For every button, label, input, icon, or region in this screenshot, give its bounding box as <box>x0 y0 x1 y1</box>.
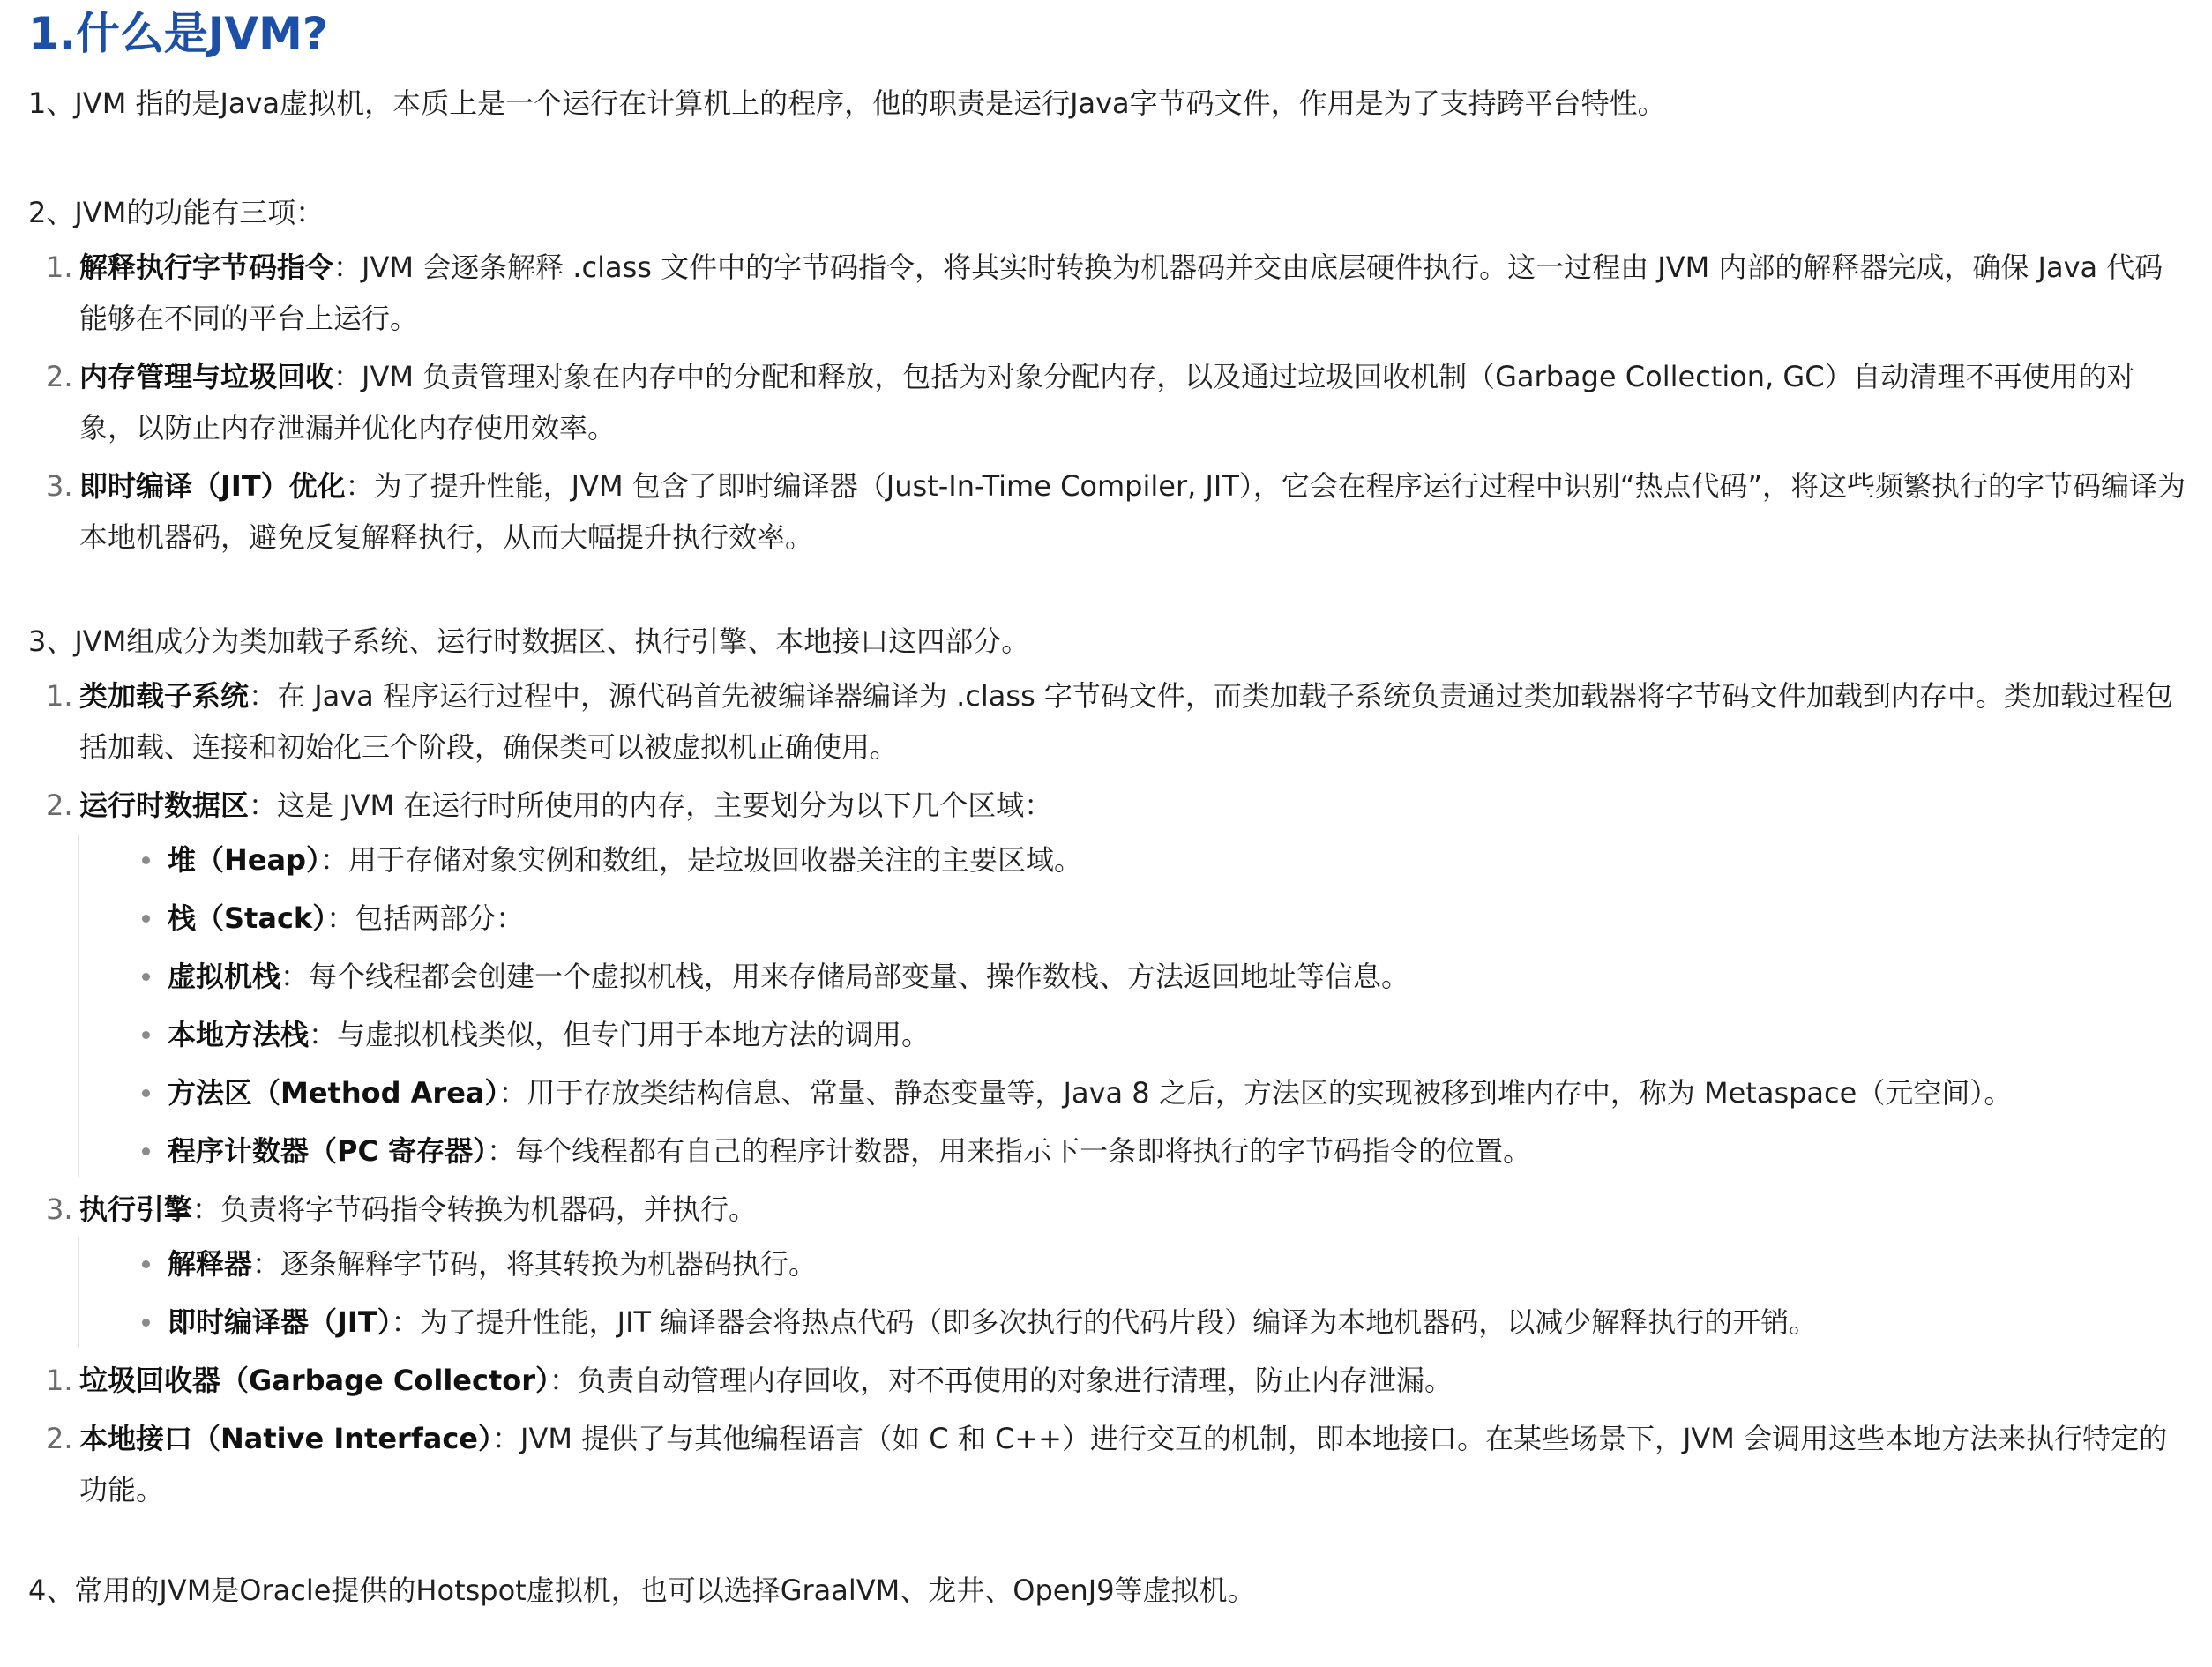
list-item-text: ：JVM 会逐条解释 .class 文件中的字节码指令，将其实时转换为机器码并交由底层硬件执行。这一过程由 JVM 内部的解释器完成，确保 Java 代码能够在不同的平台上运行。 <box>79 250 2163 335</box>
spacer <box>28 570 2189 617</box>
bullet-item <box>79 951 2189 1002</box>
bullet-item <box>79 1238 2189 1289</box>
list-item-bold: 内存管理与垃圾回收 <box>79 360 334 393</box>
list-item-bold: 运行时数据区 <box>79 789 250 822</box>
list-item-text: ：这是 JVM 在运行时所使用的内存，主要划分为以下几个区域： <box>249 789 1053 822</box>
bullet-text: ：为了提升性能，JIT 编译器会将热点代码（即多次执行的代码片段）编译为本地机器码，以减少解释执行的开销。 <box>391 1305 1818 1339</box>
list-item <box>28 460 2189 563</box>
bullet-bold: 程序计数器（PC 寄存器） <box>168 1134 488 1168</box>
bullet-item <box>79 1009 2189 1060</box>
bullet-text: ：用于存储对象实例和数组，是垃圾回收器关注的主要区域。 <box>320 843 1083 877</box>
list-item-text: ：JVM 提供了与其他编程语言（如 C 和 C++）进行交互的机制，即本地接口。在某些场景下，JVM 会调用这些本地方法来执行特定的功能。 <box>79 1422 2168 1506</box>
paragraph-common-jvms: 4、常用的JVM是Oracle提供的Hotspot虚拟机，也可以选择GraalVM、龙井、OpenJ9等虚拟机。 <box>28 1574 1256 1607</box>
bullet-text: ：包括两部分： <box>326 901 525 935</box>
page-title: 1.什么是JVM? <box>28 8 328 59</box>
bullet-text: ：逐条解释字节码，将其转换为机器码执行。 <box>252 1247 818 1281</box>
list-item-bold: 执行引擎 <box>79 1192 193 1226</box>
list-item <box>28 351 2189 453</box>
bullet-bold: 本地方法栈 <box>168 1018 310 1051</box>
list-item-bold: 即时编译（JIT）优化 <box>79 469 346 503</box>
components-list <box>28 670 2189 1515</box>
list-marker: 1. <box>46 679 73 713</box>
paragraph-components-heading: 3、JVM组成分为类加载子系统、运行时数据区、执行引擎、本地接口这四部分。 <box>28 624 1030 658</box>
list-item <box>28 1355 2189 1406</box>
list-item <box>28 670 2189 773</box>
bullet-bold: 解释器 <box>168 1247 253 1281</box>
list-item-text: ：JVM 负责管理对象在内存中的分配和释放，包括为对象分配内存，以及通过垃圾回收机制（Garbage Collection, GC）自动清理不再使用的对象，以防止内存泄漏并优化内存使用效率。 <box>79 360 2135 445</box>
bullet-item <box>79 893 2189 944</box>
bullet-text: ：每个线程都会创建一个虚拟机栈，用来存储局部变量、操作数栈、方法返回地址等信息。 <box>280 960 1410 993</box>
list-item-bold: 类加载子系统 <box>79 679 250 713</box>
list-item-text: ：负责自动管理内存回收，对不再使用的对象进行清理，防止内存泄漏。 <box>549 1364 1453 1397</box>
bullet-bold: 即时编译器（JIT） <box>168 1305 392 1339</box>
bullet-dot-icon <box>142 1319 150 1327</box>
bullet-text: ：每个线程都有自己的程序计数器，用来指示下一条即将执行的字节码指令的位置。 <box>487 1134 1532 1168</box>
list-marker: 1. <box>46 1364 73 1397</box>
bullet-text: ：与虚拟机栈类似，但专门用于本地方法的调用。 <box>309 1018 930 1051</box>
list-item <box>28 1184 2189 1348</box>
list-item-text: ：在 Java 程序运行过程中，源代码首先被编译器编译为 .class 字节码文件，而类加载子系统负责通过类加载器将字节码文件加载到内存中。类加载过程包括加载、连接和初始化三个阶段，确保类可以被虚拟机正确使用。 <box>79 679 2173 764</box>
runtime-areas-list <box>78 834 2189 1177</box>
list-item <box>28 1413 2189 1515</box>
list-item-bold: 解释执行字节码指令 <box>79 250 334 284</box>
bullet-bold: 堆（Heap） <box>168 843 320 877</box>
paragraph-functions-heading: 2、JVM的功能有三项： <box>28 196 325 229</box>
list-marker: 2. <box>46 360 73 393</box>
list-marker: 1. <box>46 250 73 284</box>
list-item-text: ：负责将字节码指令转换为机器码，并执行。 <box>192 1192 758 1226</box>
bullet-item <box>79 1067 2189 1118</box>
bullet-dot-icon <box>142 1147 150 1155</box>
bullet-dot-icon <box>142 1260 150 1268</box>
list-marker: 2. <box>46 1422 73 1455</box>
bullet-bold: 方法区（Method Area） <box>168 1076 499 1110</box>
bullet-item <box>79 834 2189 886</box>
bullet-item <box>79 1125 2189 1177</box>
list-marker: 2. <box>46 789 73 822</box>
list-item <box>28 780 2189 1177</box>
list-item <box>28 242 2189 344</box>
bullet-bold: 虚拟机栈 <box>168 960 281 993</box>
paragraph-definition: 1、JVM 指的是Java虚拟机，本质上是一个运行在计算机上的程序，他的职责是运行Java字节码文件，作用是为了支持跨平台特性。 <box>28 86 1666 120</box>
list-marker: 3. <box>46 1192 73 1226</box>
functions-list <box>28 242 2189 563</box>
document-body <box>28 7 2189 1614</box>
spacer <box>28 127 2189 189</box>
list-item-bold: 垃圾回收器（Garbage Collector） <box>79 1364 550 1397</box>
bullet-dot-icon <box>142 1031 150 1039</box>
bullet-bold: 栈（Stack） <box>168 901 327 935</box>
list-item-bold: 本地接口（Native Interface） <box>79 1422 493 1455</box>
bullet-text: ：用于存放类结构信息、常量、静态变量等，Java 8 之后，方法区的实现被移到堆内存中，称为 Metaspace（元空间）。 <box>498 1076 2013 1110</box>
bullet-dot-icon <box>142 856 150 864</box>
execution-engine-list <box>78 1238 2189 1348</box>
bullet-dot-icon <box>142 973 150 981</box>
bullet-dot-icon <box>142 915 150 923</box>
spacer <box>28 1522 2189 1566</box>
list-item-text: ：为了提升性能，JVM 包含了即时编译器（Just-In-Time Compiler, JIT），它会在程序运行过程中识别“热点代码”，将这些频繁执行的字节码编译为本地机器码，避免反复解释执行，从而大幅提升执行效率。 <box>79 469 2186 554</box>
bullet-item <box>79 1297 2189 1348</box>
list-marker: 3. <box>46 469 73 503</box>
bullet-dot-icon <box>142 1089 150 1097</box>
